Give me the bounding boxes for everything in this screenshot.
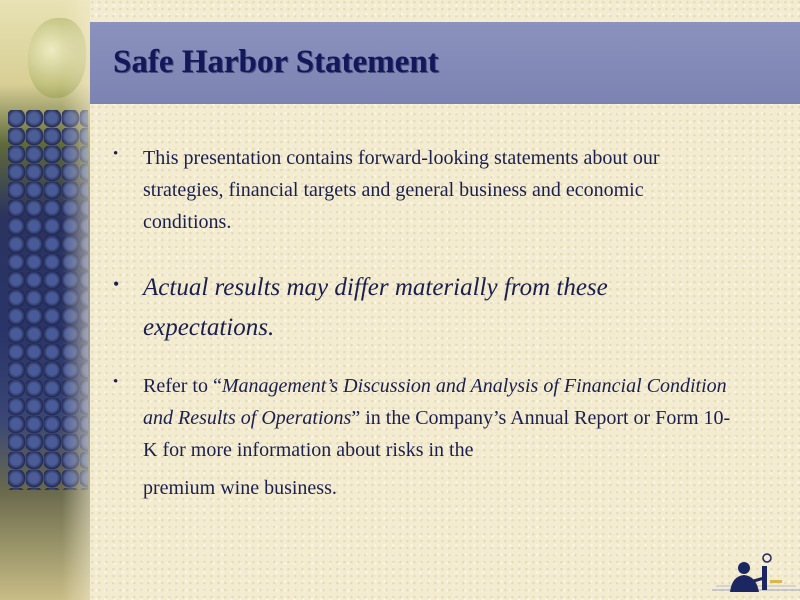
bullet-marker: • — [113, 374, 119, 390]
bullet-text-emphasis: Actual results may differ materially from these expectations. — [143, 274, 608, 341]
bullet-marker: • — [113, 146, 119, 162]
image-fade — [62, 0, 90, 600]
bullet-text: This presentation contains forward-looking statements about our strategies, financial targets and general business and economic conditions. — [143, 147, 660, 233]
grape-cluster-image — [0, 0, 90, 600]
bullet-text — [143, 370, 733, 504]
bullet-prefix: Refer to “ — [143, 375, 222, 397]
winery-figure-logo-icon — [712, 548, 800, 594]
bullet-marker: • — [113, 274, 120, 294]
slide-title: Safe Harbor Statement — [113, 44, 439, 80]
report-section-title: Management’s Discussion and Analysis of Financial Condition and Results of Operations — [143, 375, 727, 429]
bullet-last-line: premium wine business. — [143, 477, 337, 499]
bullet-suffix: ” in the Company’s Annual Report or Form 10-K for more information about risks in the — [143, 407, 731, 461]
